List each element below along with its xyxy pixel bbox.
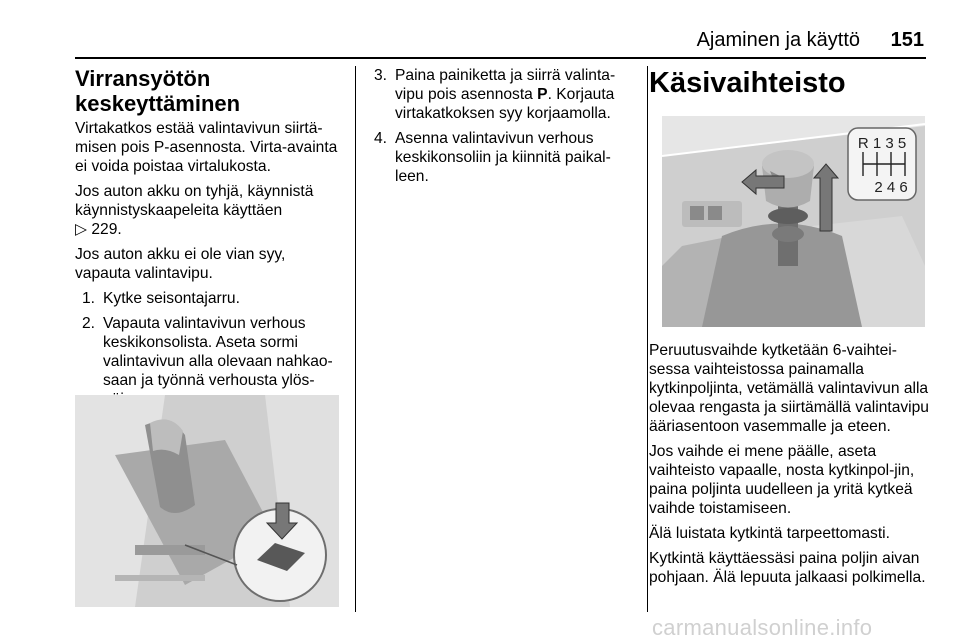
list-text	[395, 67, 615, 122]
list-text-part: Paina painiketta ja siirrä valinta-vipu pois asennosta	[395, 67, 616, 103]
paragraph: Peruutusvaihde kytketään 6-vaihtei-sessa vaihteistossa painamalla kytkinpoljinta, vetämällä valintavivun alla olevaa rengasta ja siirtämällä valintavipu ääriasentoon vasemmalle ja eteen.	[649, 342, 929, 435]
gear-pattern-bottom-label: 2 4 6	[874, 179, 908, 196]
section-heading-manual-transmission: Käsivaihteisto	[649, 67, 846, 99]
paragraph	[75, 119, 345, 176]
list-text: Kytke seisontajarru.	[103, 290, 240, 307]
watermark: carmanualsonline.info	[652, 615, 873, 640]
list-number: 2.	[81, 315, 95, 332]
column-1	[75, 66, 345, 415]
paragraph-jump-start	[75, 182, 345, 239]
paragraph-text: Jos auton akku ei ole vian syy, vapauta valintavipu.	[75, 246, 286, 282]
list-item	[367, 66, 637, 123]
running-header-title: Ajaminen ja käyttö	[696, 29, 860, 51]
page-reference-icon: ▷	[75, 221, 87, 238]
page-number: 151	[890, 29, 924, 51]
paragraph: Jos vaihde ei mene päälle, aseta vaihteisto vapaalle, nosta kytkinpol-jin, paina poljinta uudelleen ja yritä kytkeä vaihde toistamiseen.	[649, 443, 915, 517]
paragraph: Älä luistata kytkintä tarpeettomasti.	[649, 525, 890, 542]
figure-manual-gear-lever	[662, 116, 925, 327]
figure-selector-lever-release	[75, 395, 339, 607]
column-divider-2	[647, 66, 648, 612]
list-text: Vapauta valintavivun verhous keskikonsolista. Aseta sormi valintavivun alla olevaan nahkao-saan ja työnnä verhousta ylös-	[103, 315, 333, 389]
list-number: 1.	[81, 290, 95, 307]
paragraph-text: Jos auton akku on tyhjä, käynnistä käynnistyskaapeleita käyttäen	[75, 183, 314, 219]
column-divider-1	[355, 66, 356, 612]
list-number: 3.	[373, 67, 387, 84]
paragraph: Kytkintä käyttäessäsi paina poljin aivan pohjaan. Älä lepuuta jalkaasi polkimella.	[649, 550, 926, 586]
section-heading-power-interruption: Virransyötön keskeyttäminen	[75, 66, 241, 116]
list-text: Asenna valintavivun verhous keskikonsoliin ja kiinnitä paikal-leen.	[395, 130, 611, 185]
paragraph-text: Virtakatkos estää valintavivun siirtä-misen pois P-asennosta. Virta-avainta ei voida poistaa virtalukosta.	[75, 120, 338, 175]
list-item	[367, 129, 637, 186]
page-reference-link[interactable]: 229.	[91, 221, 122, 238]
list-text-part: . Korjauta virtakatkoksen syy korjaamolla.	[395, 86, 615, 122]
list-item	[75, 289, 345, 308]
header-rule	[75, 57, 926, 59]
column-3	[649, 66, 929, 100]
column-3-body	[649, 341, 934, 593]
list-number: 4.	[373, 130, 387, 147]
paragraph	[75, 245, 345, 283]
column-2	[367, 66, 637, 192]
park-position-letter: P	[537, 86, 548, 103]
gear-pattern-top-label: R 1 3 5	[857, 135, 907, 152]
